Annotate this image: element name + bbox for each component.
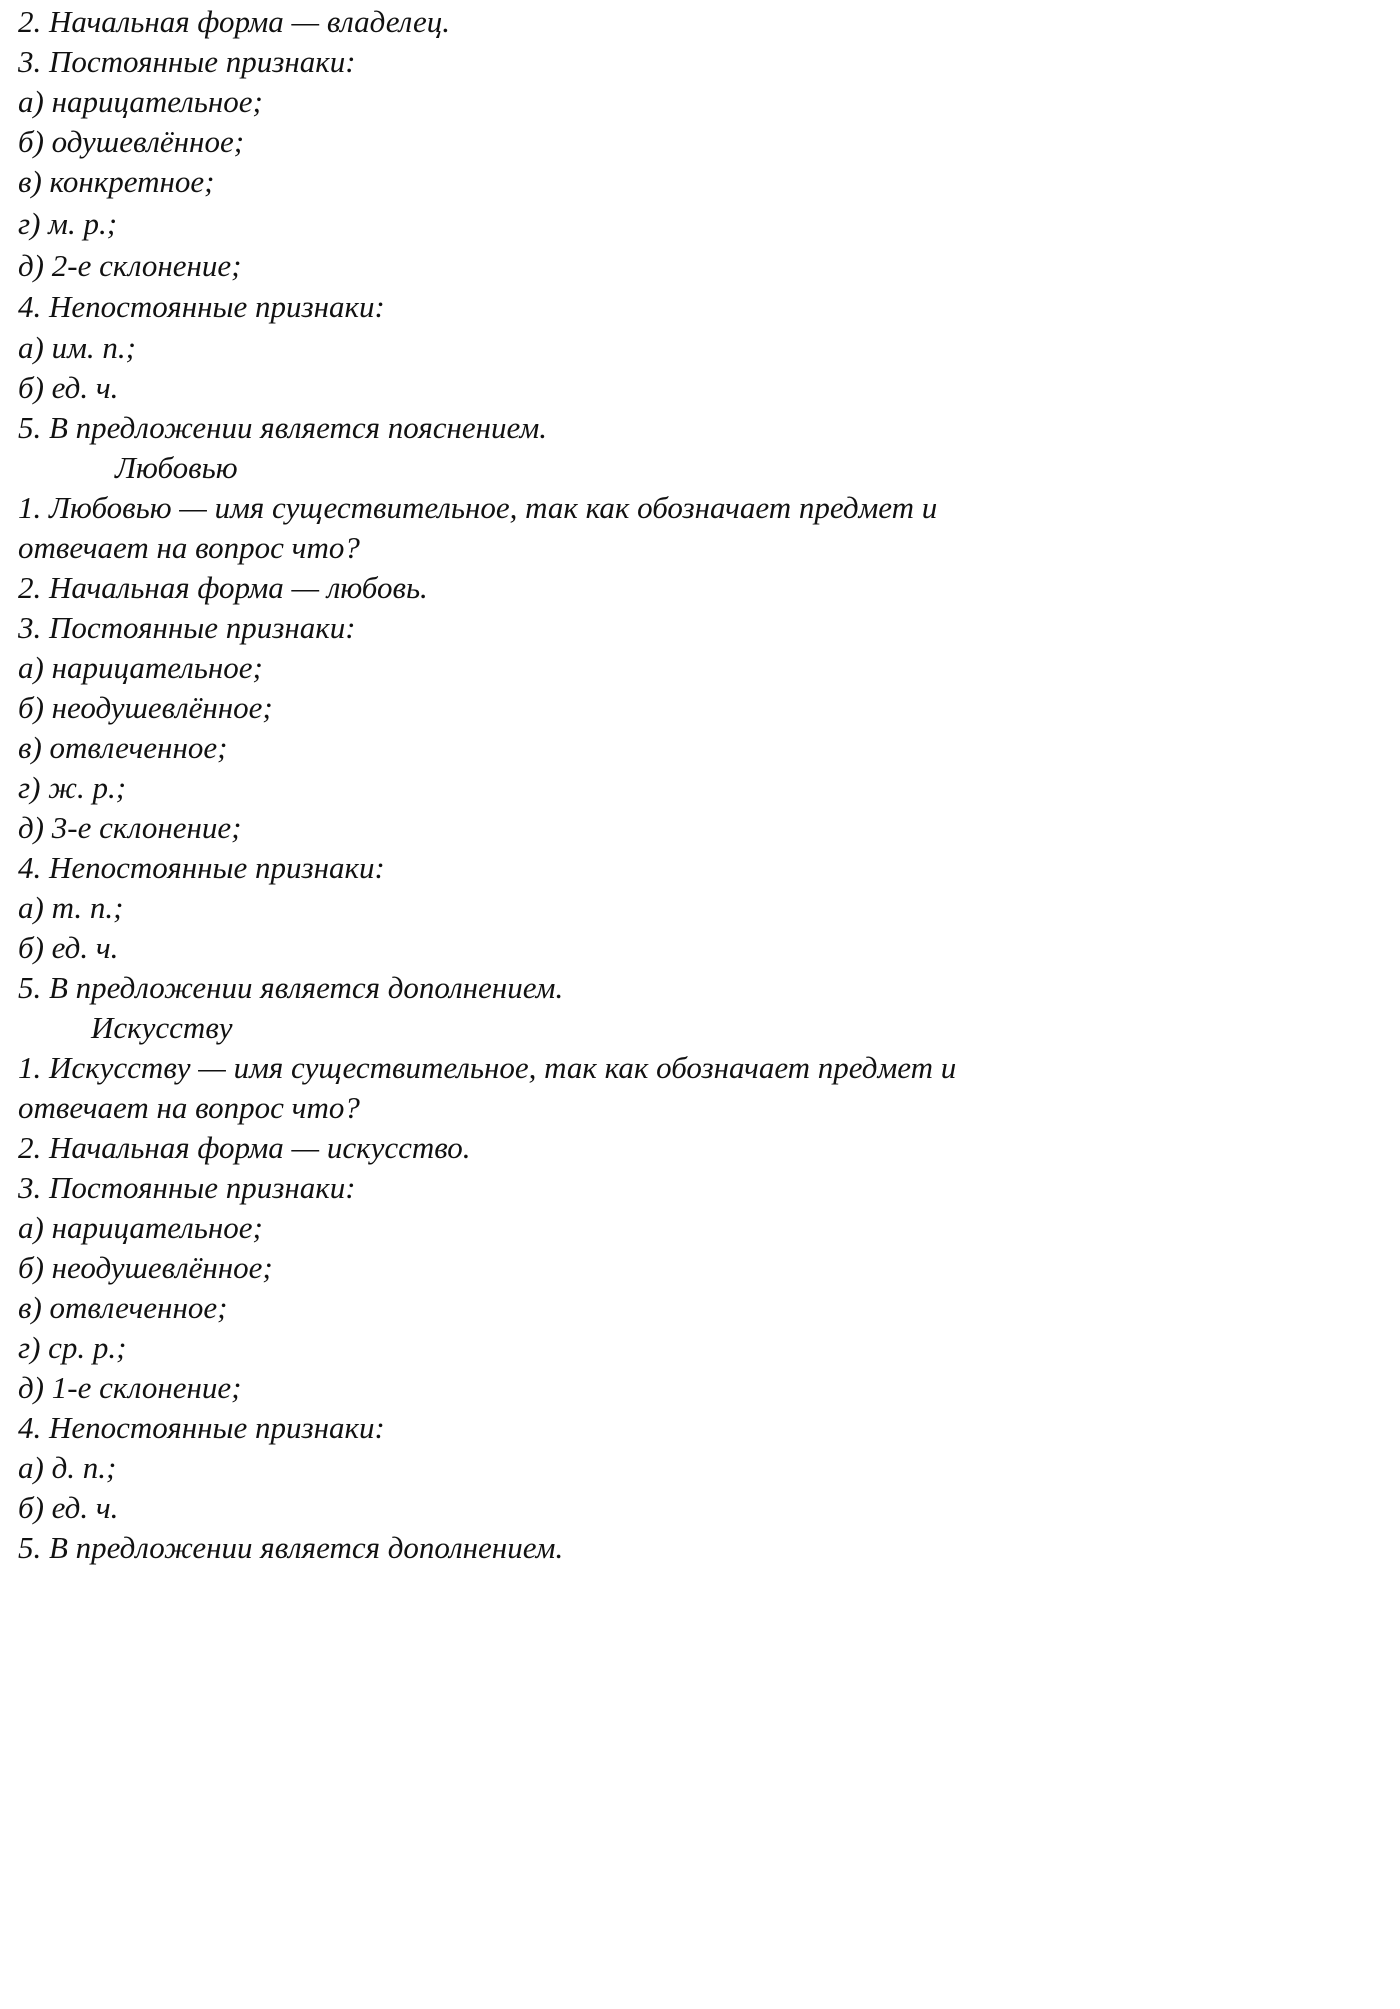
text-line: г) м. р.; [18,206,118,241]
text-line: б) неодушевлённое; [18,1250,273,1285]
text-line: г) ж. р.; [18,770,127,805]
section-heading: Искусству [91,1010,233,1045]
text-line: в) конкретное; [18,164,215,199]
text-line: 1. Любовью — имя существительное, так как обозначает предмет и [18,490,938,525]
text-line: в) отвлеченное; [18,1290,228,1325]
text-line: 1. Искусству — имя существительное, так как обозначает предмет и [18,1050,957,1085]
text-line: 4. Непостоянные признаки: [18,1410,385,1445]
text-line: 5. В предложении является дополнением. [18,970,564,1005]
text-line: а) т. п.; [18,890,124,925]
text-line: а) нарицательное; [18,650,263,685]
text-line: д) 2-е склонение; [18,248,242,283]
text-line: отвечает на вопрос что? [18,1090,360,1125]
text-line: а) им. п.; [18,330,136,365]
text-line: г) ср. р.; [18,1330,127,1365]
text-line: 3. Постоянные признаки: [18,44,356,79]
text-line: в) отвлеченное; [18,730,228,765]
text-line: 3. Постоянные признаки: [18,610,356,645]
section-heading: Любовью [115,450,238,485]
text-line: 2. Начальная форма — искусство. [18,1130,471,1165]
text-line: б) ед. ч. [18,370,119,405]
text-line: а) нарицательное; [18,84,263,119]
text-line: 5. В предложении является дополнением. [18,1530,564,1565]
text-line: а) нарицательное; [18,1210,263,1245]
text-line: б) ед. ч. [18,1490,119,1525]
text-line: б) ед. ч. [18,930,119,965]
text-line: 2. Начальная форма — любовь. [18,570,428,605]
text-line: б) неодушевлённое; [18,690,273,725]
text-line: отвечает на вопрос что? [18,530,360,565]
text-line: 4. Непостоянные признаки: [18,850,385,885]
text-line: д) 3-е склонение; [18,810,242,845]
text-line: д) 1-е склонение; [18,1370,242,1405]
text-line: а) д. п.; [18,1450,117,1485]
text-line: б) одушевлённое; [18,124,245,159]
text-line: 5. В предложении является пояснением. [18,410,548,445]
text-line: 3. Постоянные признаки: [18,1170,356,1205]
text-line: 4. Непостоянные признаки: [18,289,385,324]
text-line: 2. Начальная форма — владелец. [18,4,451,39]
